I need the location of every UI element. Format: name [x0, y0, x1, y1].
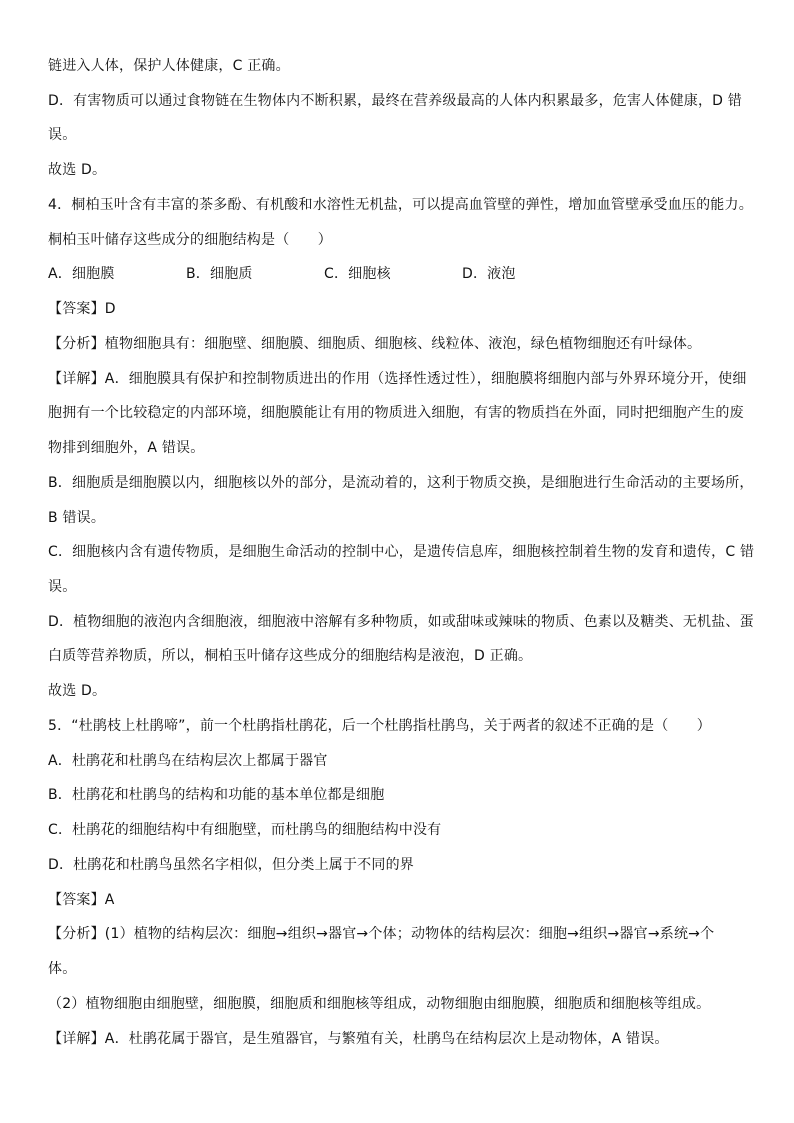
detail-line: 胞拥有一个比较稳定的内部环境，细胞膜能让有用的物质进入细胞，有害的物质挡在外面，同时把细胞产生的废: [48, 405, 744, 421]
analysis-line: 【分析】(1）植物的结构层次：细胞→组织→器官→个体；动物体的结构层次：细胞→组织→器官→系统→个: [48, 926, 715, 942]
option-d: D．液泡: [462, 266, 516, 282]
analysis-line: 【分析】植物细胞具有：细胞壁、细胞膜、细胞质、细胞核、线粒体、液泡，绿色植物细胞还有叶绿体。: [48, 336, 702, 352]
question-5-option-d: D．杜鹃花和杜鹃鸟虽然名字相似，但分类上属于不同的界: [48, 857, 414, 873]
detail-line: 物排到细胞外，A 错误。: [48, 440, 205, 456]
detail-line: B．细胞质是细胞膜以内，细胞核以外的部分，是流动着的，这利于物质交换，是细胞进行生命活动的主要场所，: [48, 475, 754, 491]
text-line: 链进入人体，保护人体健康，C 正确。: [48, 58, 290, 74]
analysis-line: （2）植物细胞由细胞壁，细胞膜，细胞质和细胞核等组成，动物细胞由细胞膜，细胞质和细胞核等组成。: [48, 996, 711, 1012]
question-4-stem: 4．桐柏玉叶含有丰富的茶多酚、有机酸和水溶性无机盐，可以提高血管壁的弹性，增加血管壁承受血压的能力。: [48, 197, 753, 213]
text-line: 故选 D。: [48, 162, 107, 178]
detail-line: 【详解】A．杜鹃花属于器官，是生殖器官，与繁殖有关，杜鹃鸟在结构层次上是动物体，A 错误。: [48, 1031, 669, 1047]
answer-line: 【答案】A: [48, 892, 115, 908]
detail-line: D．植物细胞的液泡内含细胞液，细胞液中溶解有多种物质，如或甜味或辣味的物质、色素以及糖类、无机盐、蛋: [48, 614, 754, 630]
question-5-stem: 5．“杜鹃枝上杜鹃啼”，前一个杜鹃指杜鹃花，后一个杜鹃指杜鹃鸟，关于两者的叙述不正确的是（ ）: [48, 718, 712, 734]
question-5-option-a: A．杜鹃花和杜鹃鸟在结构层次上都属于器官: [48, 753, 328, 769]
detail-line: 误。: [48, 579, 77, 595]
text-line: 故选 D。: [48, 683, 107, 699]
detail-line: 白质等营养物质，所以，桐柏玉叶储存这些成分的细胞结构是液泡，D 正确。: [48, 648, 533, 664]
question-4-stem: 桐柏玉叶储存这些成分的细胞结构是（ ）: [48, 232, 332, 248]
text-line: 误。: [48, 127, 77, 143]
question-5-option-c: C．杜鹃花的细胞结构中有细胞壁，而杜鹃鸟的细胞结构中没有: [48, 822, 442, 838]
analysis-line: 体。: [48, 961, 77, 977]
detail-line: C．细胞核内含有遗传物质，是细胞生命活动的控制中心，是遗传信息库，细胞核控制着生物的发育和遗传，C 错: [48, 544, 755, 560]
option-a: A．细胞膜: [48, 266, 115, 282]
detail-line: B 错误。: [48, 510, 106, 526]
text-line: D．有害物质可以通过食物链在生物体内不断积累，最终在营养级最高的人体内积累最多，危害人体健康，D 错: [48, 93, 743, 109]
option-c: C．细胞核: [324, 266, 391, 282]
option-b: B．细胞质: [186, 266, 253, 282]
question-5-option-b: B．杜鹃花和杜鹃鸟的结构和功能的基本单位都是细胞: [48, 787, 385, 803]
detail-line: 【详解】A．细胞膜具有保护和控制物质进出的作用（选择性透过性），细胞膜将细胞内部与外界环境分开，使细: [48, 371, 747, 387]
answer-line: 【答案】D: [48, 301, 116, 317]
